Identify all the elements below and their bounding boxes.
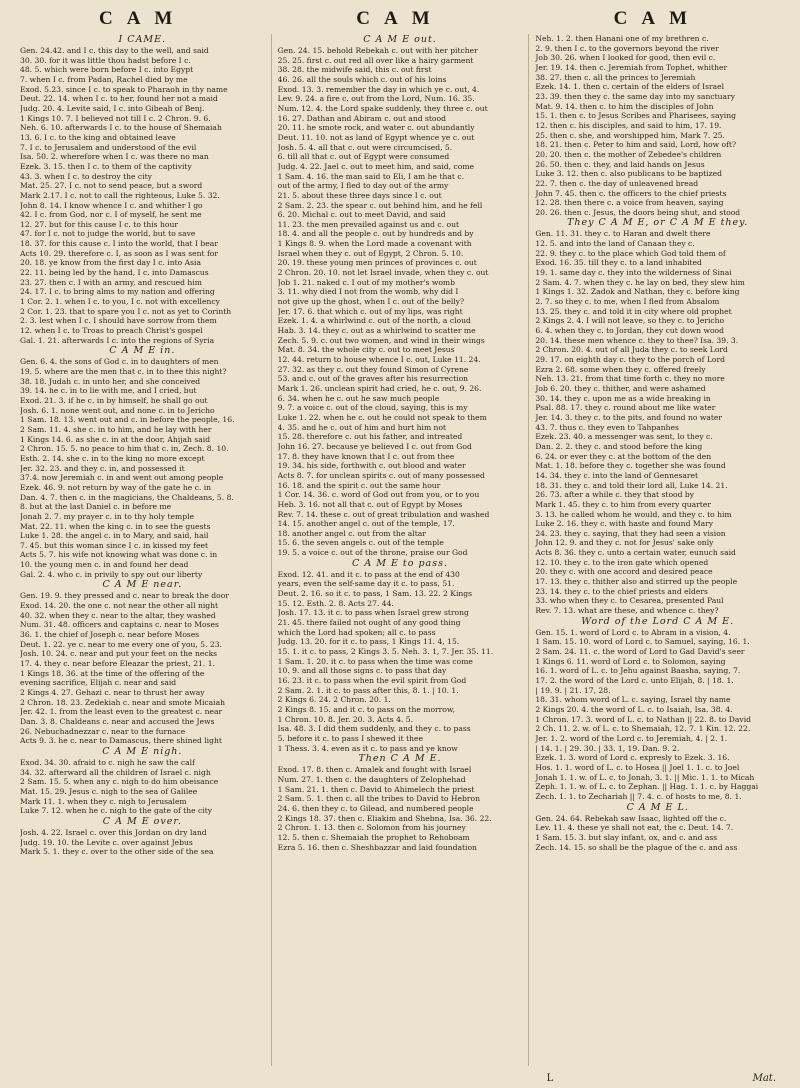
concordance-entry: 3. 11. why died I not from the womb, why did I xyxy=(277,287,459,297)
concordance-entry: 12. 10. they c. to the iron gate which opened xyxy=(535,557,709,567)
concordance-entry: Ezra 5. 16. then c. Sheshbazzar and laid foundation xyxy=(277,842,477,852)
concordance-entry: 16. 18. and the spirit c. out the same hour xyxy=(277,480,441,490)
concordance-entry: 20. they c. with one accord and desired peace xyxy=(535,567,713,577)
concordance-entry: Jonah 2. 7. my prayer c. in to thy holy temple xyxy=(20,511,195,521)
concordance-entry: 15. 28. therefore c. out his father, and intreated xyxy=(277,432,463,442)
concordance-entry: Isa. 50. 2. wherefore when I c. was there no man xyxy=(20,152,209,162)
concordance-entry: 23. 27. then c. I with an army, and rescued him xyxy=(20,277,202,287)
concordance-entry: Josh. 5. 4. all that c. out were circumcised, 5. xyxy=(277,142,453,152)
concordance-entry: out of the army, I fled to day out of the army xyxy=(277,181,449,191)
concordance-entry: 12. then c. his disciples, and said to him, 17. 19. xyxy=(535,120,722,130)
concordance-entry: 1 Kings 6. 11. word of Lord c. to Solomon, saying xyxy=(535,656,726,666)
concordance-entry: Ezek. 1. 4. a whirlwind c. out of the north, a cloud xyxy=(277,316,471,326)
concordance-entry: Mark 5. 1. they c. over to the other side of the sea xyxy=(20,847,214,857)
section-heading: C A M E near. xyxy=(102,579,183,591)
concordance-entry: Gen. 24. 15. behold Rebekah c. out with her pitcher xyxy=(277,46,478,55)
concordance-entry: Josh. 6. 1. none went out, and none c. in to Jericho xyxy=(20,405,215,415)
concordance-entry: Jer. 32. 23. and they c. in, and possessed it xyxy=(20,463,185,473)
concordance-entry: Luke 7. 12. when he c. nigh to the gate of the city xyxy=(20,806,213,816)
concordance-entry: 46. 26. all the souls which c. out of his loins xyxy=(277,74,447,84)
concordance-entry: 26. 73. after a while c. they that stood by xyxy=(535,490,695,500)
concordance-entry: 11. 23. the men prevailed against us and c. out xyxy=(277,219,460,229)
concordance-entry: 22. 7. then c. the day of unleavened bread xyxy=(535,178,699,188)
concordance-entry: Luke 3. 12. then c. also publicans to be baptized xyxy=(535,169,722,179)
concordance-entry: 1 Sam. 15. 10. word of Lord c. to Samuel, saying, 16. 1. xyxy=(535,637,750,647)
concordance-entry: Jer. 19. 14. then c. Jeremiah from Tophet, whither xyxy=(535,62,728,72)
concordance-entry: 2 Sam. 15. 5. when any c. nigh to do him obeisance xyxy=(20,777,219,787)
concordance-entry: Esth. 2. 14. she c. in to the king no more except xyxy=(20,453,205,463)
concordance-entry: 17. 4. they c. near before Eleazar the priest, 21. 1. xyxy=(20,659,215,669)
concordance-entry: | 14. 1. | 29. 30. | 33. 1, 19. Dan. 9. 2. xyxy=(535,743,680,753)
concordance-entry: 5. before it c. to pass I shewed it thee xyxy=(277,733,424,743)
concordance-entry: Acts 10. 29. therefore c. I, as soon as I was sent for xyxy=(20,248,219,258)
concordance-entry: Hos. 1. 1. word of L. c. to Hosea || Joel 1. 1. c. to Joel xyxy=(535,762,740,772)
concordance-entry: Acts 5. 7. his wife not knowing what was done c. in xyxy=(20,550,218,560)
concordance-entry: Neh. 6. 10. afterwards I c. to the house of Shemaiah xyxy=(20,123,222,133)
concordance-entry: 2 Sam. 4. 7. when they c. he lay on bed, they slew him xyxy=(535,277,745,287)
catchword: Mat. xyxy=(752,1073,776,1084)
concordance-entry: Zeph. 1. 1. w. of L. c. to Zephan. || Hag. 1. 1. c. by Haggai xyxy=(535,782,759,792)
concordance-entry: Gen. 11. 31. they c. to Haran and dwelt there xyxy=(535,229,711,239)
concordance-entry: 21. 5. about these three days since I c. out xyxy=(277,190,442,200)
concordance-entry: Gen. 6. 4. the sons of God c. in to daughters of men xyxy=(20,357,219,367)
concordance-entry: Exod. 5.23. since I c. to speak to Pharaoh in thy name xyxy=(20,84,228,94)
concordance-entry: 25. then c. she, and worshipped him, Mark 7. 25. xyxy=(535,130,725,140)
concordance-entry: Num. 31. 48. officers and captains c. near to Moses xyxy=(20,620,219,630)
concordance-entry: 18. 37. for this cause c. I into the world, that I bear xyxy=(20,239,218,249)
concordance-entry: 18. 31. whom word of L. c. saying, Israel thy name xyxy=(535,695,731,705)
concordance-entry: 47. for I c. not to judge the world, but to save xyxy=(20,229,196,239)
concordance-entry: Luke 1. 22. when he c. out he could not speak to them xyxy=(277,412,487,422)
concordance-entry: Num. 27. 1. then c. the daughters of Zelophehad xyxy=(277,774,466,784)
concordance-entry: 27. 32. as they c. out they found Simon of Cyrene xyxy=(277,364,469,374)
concordance-entry: 24. 23. they c. saying, that they had seen a vision xyxy=(535,528,726,538)
concordance-entry: 9. 7. a voice c. out of the cloud, saying, this is my xyxy=(277,403,468,413)
concordance-entry: Judg. 13. 20. for it c. to pass, 1 Kings 11. 4, 15. xyxy=(277,637,460,647)
concordance-entry: 2 Sam. 24. 11. c. the word of Lord to Gad David's seer xyxy=(535,647,745,657)
concordance-entry: Ezek. 14. 1. then c. certain of the elders of Israel xyxy=(535,82,725,92)
concordance-entry: 7. 45. but this woman since I c. in kissed my feet xyxy=(20,540,209,550)
concordance-entry: Mat. 15. 29. Jesus c. nigh to the sea of Galilee xyxy=(20,786,198,796)
concordance-entry: Deut. 2. 16. so it c. to pass, 1 Sam. 13. 22. 2 Kings xyxy=(277,589,473,599)
concordance-entry: 2 Cor. 1. 23. that to spare you I c. not as yet to Corinth xyxy=(20,306,232,316)
concordance-entry: 7. I c. to Jerusalem and understood of the evil xyxy=(20,142,197,152)
concordance-entry: 30. 14. they c. upon me as a wide breaking in xyxy=(535,393,711,403)
concordance-entry: 13. 25. they c. and told it in city where old prophet xyxy=(535,306,732,316)
concordance-entry: Exod. 21. 3. if he c. in by himself, he shall go out xyxy=(20,395,208,405)
section-heading: C A M E nigh. xyxy=(102,745,183,757)
concordance-entry: 2 Kings 8. 15. and it c. to pass on the morrow, xyxy=(277,704,455,714)
section-heading: Then C A M E. xyxy=(358,753,442,765)
concordance-entry: John 16. 27. because ye believed I c. out from God xyxy=(277,441,472,451)
concordance-entry: Israel when they c. out of Egypt, 2 Chron. 5. 10. xyxy=(277,248,464,258)
concordance-entry: 12. 28. then there c. a voice from heaven, saying xyxy=(535,198,724,208)
concordance-entry: 7. when I c. from Padan, Rachel died by me xyxy=(20,74,188,84)
concordance-entry: 1 Cor. 14. 36. c. word of God out from you, or to you xyxy=(277,490,480,500)
concordance-entry: 18. 31. they c. and told their lord all, Luke 14. 21. xyxy=(535,480,728,490)
section-heading: C A M E over. xyxy=(102,815,182,827)
concordance-entry: 38. 28. the midwife said, this c. out first xyxy=(277,65,432,75)
concordance-entry: Deut. 11. 10. not as land of Egypt whence ye c. out xyxy=(277,132,475,142)
concordance-entry: 1 Sam. 21. 1. then c. David to Ahimelech the priest xyxy=(277,784,475,794)
concordance-entry: 1 Thess. 3. 4. even as it c. to pass and ye know xyxy=(277,743,458,753)
concordance-entry: Psal. 88. 17. they c. round about me like water xyxy=(535,403,716,413)
concordance-entry: not give up the ghost, when I c. out of the belly? xyxy=(277,297,465,307)
concordance-entry: Dan. 2. 2. they c. and stood before the king xyxy=(535,441,703,451)
concordance-entry: 36. 1. the chief of Joseph c. near before Moses xyxy=(20,630,200,640)
concordance-entry: Exod. 13. 3. remember the day in which ye c. out, 4. xyxy=(277,84,480,94)
section-heading: They C A M E, or C A M E they. xyxy=(567,217,749,229)
page-footer xyxy=(0,1073,800,1084)
concordance-entry: 2 Kings 18. 37. then c. Eliakim and Shebna, Isa. 36. 22. xyxy=(277,813,492,823)
concordance-entry: 14. 34. they c. into the land of Gennesaret xyxy=(535,470,699,480)
concordance-entry: 19. 1. same day c. they into the wilderness of Sinai xyxy=(535,268,732,278)
concordance-entry: 30. 30. for it was little thou hadst before I c. xyxy=(20,55,191,65)
concordance-entry: 22. 11. being led by the hand, I c. into Damascus xyxy=(20,268,209,278)
concordance-entry: Hab. 3. 14. they c. out as a whirlwind to scatter me xyxy=(277,326,476,336)
concordance-entry: Gen. 24.42. and I c. this day to the well, and said xyxy=(20,46,209,55)
concordance-entry: Jer. 17. 6. that which c. out of my lips, was right xyxy=(277,306,463,316)
concordance-entry: 2 Sam. 2. 1. it c. to pass after this, 8. 1. | 10. 1. xyxy=(277,685,459,695)
concordance-entry: 18. 4. and all the people c. out by hundreds and by xyxy=(277,229,474,239)
concordance-entry: Dan. 4. 7. then c. in the magicians, the Chaldeans, 5. 8. xyxy=(20,492,234,502)
concordance-entry: Zech. 1. 1. to Zechariah || 7. 4. c. of hosts to me, 8. 1. xyxy=(535,791,742,801)
concordance-entry: 1 Kings 10. 7. I believed not till I c. 2 Chron. 9. 6. xyxy=(20,113,211,123)
concordance-entry: 12. 27. but for this cause I c. to this hour xyxy=(20,219,178,229)
concordance-entry: Gal. 2. 4. who c. in privily to spy out our liberty xyxy=(20,569,203,579)
concordance-entry: Gen. 24. 64. Rebekah saw Isaac, lighted off the c. xyxy=(535,813,727,823)
concordance-entry: 15. 1. then c. to Jesus Scribes and Pharisees, saying xyxy=(535,111,736,121)
concordance-entry: Neh. 1. 2. then Hanani one of my brethren c. xyxy=(535,34,709,43)
concordance-entry: 2 Chron. 20. 4. out of all Juda they c. to seek Lord xyxy=(535,345,728,355)
concordance-entry: 22. 9. they c. to the place which God told them of xyxy=(535,248,726,258)
concordance-entry: 1 Chron. 10. 8. Jer. 20. 3. Acts 4. 5. xyxy=(277,714,414,724)
concordance-entry: 17. 2. the word of the Lord c. unto Elijah, 8. | 18. 1. xyxy=(535,676,734,685)
concordance-entry: 15. 12. Esth. 2. 8. Acts 27. 44. xyxy=(277,598,394,608)
concordance-entry: Ezek. 23. 40. a messenger was sent, lo they c. xyxy=(535,432,713,442)
concordance-entry: 12. 5. and into the land of Canaan they c. xyxy=(535,239,695,249)
concordance-entry: 1 Kings 18. 36. at the time of the offering of the xyxy=(20,668,205,678)
concordance-entry: 6. 20. Michal c. out to meet David, and said xyxy=(277,210,446,220)
concordance-entry: 20. 26. then c. Jesus, the doors being shut, and stood xyxy=(535,207,741,217)
concordance-entry: 20. 20. then c. the mother of Zebedee's children xyxy=(535,149,722,159)
concordance-entry: Neh. 13. 21. from that time forth c. they no more xyxy=(535,374,725,384)
concordance-entry: 1 Kings 8. 9. when the Lord made a covenant with xyxy=(277,239,472,249)
concordance-entry: Job 30. 26. when I looked for good, then evil c. xyxy=(535,53,716,63)
concordance-entry: Luke 1. 28. the angel c. in to Mary, and said, hail xyxy=(20,531,209,541)
concordance-entry: 8. but at the last Daniel c. in before me xyxy=(20,502,172,512)
concordance-entry: 13. 6. I c. to the king and obtained leave xyxy=(20,132,176,142)
concordance-entry: Rev. 7. 14. these c. out of great tribulation and washed xyxy=(277,509,490,519)
concordance-entry: 2 Ch. 11. 2. w. of L. c. to Shemaiah, 12. 7. 1 Kin. 12. 22. xyxy=(535,724,751,734)
concordance-entry: 38. 27. then c. all the princes to Jeremiah xyxy=(535,72,696,82)
concordance-entry: 2 Kings 4. 27. Gehazi c. near to thrust her away xyxy=(20,688,205,697)
concordance-entry: Jer. 14. 3. they c. to the pits, and found no water xyxy=(535,412,723,422)
concordance-entry: Acts 9. 3. he c. near to Damascus, there shined light xyxy=(20,736,222,746)
concordance-entry: 4. 35. and he c. out of him and hurt him not xyxy=(277,422,447,432)
concordance-entry: 2 Sam. 11. 4. she c. in to him, and he lay with her xyxy=(20,424,212,434)
section-heading: C A M E to pass. xyxy=(352,557,448,569)
concordance-entry: 17. 13. they c. thither also and stirred up the people xyxy=(535,577,738,587)
concordance-entry: 3. 13. he called whom he would, and they c. to him xyxy=(535,509,732,519)
concordance-entry: 24. 17. I c. to bring alms to my nation and offering xyxy=(20,287,215,297)
concordance-entry: Gal. 1. 21. afterwards I c. into the regions of Syria xyxy=(20,335,215,345)
concordance-entry: 10. 9. and all those signs c. to pass that day xyxy=(277,666,447,676)
concordance-entry: 2 Chron. 18. 23. Zedekiah c. near and smote Micaiah xyxy=(20,697,226,707)
concordance-entry: Job 1. 21. naked c. I out of my mother's womb xyxy=(277,277,455,287)
concordance-entry: John 7. 45. then c. the officers to the chief priests xyxy=(535,188,727,198)
concordance-entry: Isa. 48. 3. I did them suddenly, and they c. to pass xyxy=(277,724,471,734)
concordance-entry: 48. 5. which were born before I c. into Egypt xyxy=(20,65,194,75)
concordance-entry: 12. 44. return to house whence I c. out, Luke 11. 24. xyxy=(277,355,481,364)
concordance-entry: Exod. 12. 41. and it c. to pass at the end of 430 xyxy=(277,569,460,579)
section-heading: Word of the Lord C A M E. xyxy=(581,615,735,627)
concordance-entry: 2 Kings 20. 4. the word of L. c. to Isaiah, Isa. 38. 4. xyxy=(535,704,733,714)
concordance-entry: 42. I c. from God, nor c. I of myself, he sent me xyxy=(20,210,202,220)
concordance-entry: 53. and c. out of the graves after his resurrection xyxy=(277,374,469,384)
concordance-entry: Judg. 20. 4. Levite said, I c. into Gibeah of Benj. xyxy=(20,103,205,113)
concordance-entry: 1 Sam. 18. 13. went out and c. in before the people, 16. xyxy=(20,415,235,425)
concordance-entry: 26. Nebuchadnezzar c. near to the furnace xyxy=(20,726,186,736)
concordance-entry: 2 Chron. 15. 5. no peace to him that c. in, Zech. 8. 10. xyxy=(20,444,229,454)
concordance-entry: 2 Sam. 5. 1. then c. all the tribes to David to Hebron xyxy=(277,794,480,804)
concordance-entry: Gen. 15. 1. word of Lord c. to Abram in a vision, 4. xyxy=(535,627,731,637)
running-header-right: CAM xyxy=(613,8,702,29)
concordance-entry: 1 Sam. 4. 16. the man said to Eli, I am he that c. xyxy=(277,171,465,181)
concordance-entry: 23. 14. they c. to the chief priests and elders xyxy=(535,586,708,596)
column-right xyxy=(528,34,786,1066)
concordance-entry: Exod. 14. 20. the one c. not near the other all night xyxy=(20,601,219,611)
concordance-entry: 6. 4. when they c. to Jordan, they cut down wood xyxy=(535,326,724,336)
concordance-entry: 6. till all that c. out of Egypt were consumed xyxy=(277,152,450,162)
concordance-entry: Acts 8. 36. they c. unto a certain water, eunuch said xyxy=(535,548,736,558)
concordance-entry: 25. 25. first c. out red all over like a hairy garment xyxy=(277,55,474,65)
concordance-entry: 18. 21. then c. Peter to him and said, Lord, how oft? xyxy=(535,140,737,150)
concordance-entry: 2. 9. then I c. to the governors beyond the river xyxy=(535,43,719,53)
concordance-entry: Acts 8. 7. for unclean spirits c. out of many possessed xyxy=(277,470,485,480)
concordance-entry: 34. 32. afterward all the children of Israel c. nigh xyxy=(20,767,211,777)
concordance-entry: 1 Kings 1. 32. Zadok and Nathan, they c. before king xyxy=(535,287,740,297)
concordance-entry: 15. 1. it c. to pass, 2 Kings 3. 5. Neh. 3. 1, 7. Jer. 35. 11. xyxy=(277,647,494,657)
concordance-entry: 1 Kings 14. 6. as she c. in at the door, Ahijah said xyxy=(20,434,211,444)
concordance-entry: Mark 2.17. I c. not to call the righteous, Luke 5. 32. xyxy=(20,190,220,200)
concordance-entry: Luke 2. 16. they c. with haste and found Mary xyxy=(535,519,714,529)
column-left xyxy=(14,34,271,1066)
concordance-entry: 16. 27. Dathan and Abiram c. out and stood xyxy=(277,113,446,123)
signature-mark: L xyxy=(546,1073,554,1084)
concordance-entry: Zech. 5. 9. c. out two women, and wind in their wings xyxy=(277,335,485,345)
concordance-entry: 2 Chron. 1. 13. then c. Solomon from his journey xyxy=(277,823,466,833)
concordance-entry: 1 Sam. 15. 3. but slay infant, ox, and c. and ass xyxy=(535,832,718,842)
concordance-entry: 43. 7. thus c. they even to Tahpanhes xyxy=(535,422,679,432)
concordance-entry: Jer. 42. 1. from the least even to the greatest c. near xyxy=(20,707,223,717)
concordance-entry: 37.4. now Jeremiah c. in and went out among people xyxy=(20,473,224,483)
running-headers xyxy=(14,8,786,34)
concordance-entry: Exod. 17. 8. then c. Amalek and fought with Israel xyxy=(277,765,472,775)
section-heading: I CAME. xyxy=(118,34,167,45)
concordance-entry: 19. 5. where are the men that c. in to thee this night? xyxy=(20,367,227,376)
concordance-entry: years, even the self-same day it c. to pass, 51. xyxy=(277,579,455,589)
concordance-entry: | 19. 9. | 21. 17, 28. xyxy=(535,685,611,695)
concordance-entry: 2 Kings 6. 24. 2 Chron. 20. 1. xyxy=(277,695,391,705)
concordance-entry: evening sacrifice, Elijah c. near and said xyxy=(20,678,177,688)
concordance-entry: John 12. 9. and they c. not for Jesus' sake only xyxy=(535,538,714,548)
concordance-entry: 12. when I c. to Troas to preach Christ's gospel xyxy=(20,326,203,336)
concordance-entry: Mark 1. 26. unclean spirit had cried, he c. out, 9. 26. xyxy=(277,383,482,393)
concordance-entry: 20. 14. these men whence c. they to thee? Isa. 39. 3. xyxy=(535,335,739,345)
concordance-entry: Gen. 19. 9. they pressed and c. near to break the door xyxy=(20,591,229,601)
concordance-entry: Josh. 4. 22. Israel c. over this Jordan on dry land xyxy=(20,827,207,837)
concordance-entry: 15. 6. the seven angels c. out of the temple xyxy=(277,538,444,548)
concordance-entry: Mat. 25. 27. I c. not to send peace, but a sword xyxy=(20,181,203,191)
concordance-entry: 39. 14. he c. in to lie with me, and I cried, but xyxy=(20,386,197,396)
concordance-entry: Job 6. 20. they c. thither, and were ashamed xyxy=(535,383,706,393)
concordance-entry: Jonah 1. 1. w. of L. c. to Jonah, 3. 1. || Mic. 1. 1. to Micah xyxy=(535,772,755,782)
concordance-entry: 16. 23. it c. to pass when the evil spirit from God xyxy=(277,676,467,685)
concordance-entry: Lev. 9. 24. a fire c. out from the Lord, Num. 16. 35. xyxy=(277,94,475,104)
running-header-left: CAM xyxy=(98,8,187,29)
concordance-entry: 24. 6. then they c. to Gilead, and numbered people xyxy=(277,803,474,813)
concordance-entry: 14. 15. another angel c. out of the temple, 17. xyxy=(277,519,455,529)
concordance-entry: John 8. 14. I know whence I c. and whither I go xyxy=(20,200,203,210)
concordance-entry: 33. who when they c. to Cesarea, presented Paul xyxy=(535,596,724,606)
concordance-entry: Jer. 1. 2. word of the Lord c. to Jeremiah, 4. | 2. 1. xyxy=(535,733,728,743)
concordance-entry: Josh. 17. 13. it c. to pass when Israel grew strong xyxy=(277,608,469,618)
concordance-entry: 19. 5. a voice c. out of the throne, praise our God xyxy=(277,548,468,558)
concordance-entry: Rev. 7. 13. what are these, and whence c. they? xyxy=(535,606,719,616)
section-heading: C A M E out. xyxy=(363,34,437,45)
concordance-entry: 2 Chron. 20. 10. not let Israel invade, when they c. out xyxy=(277,268,489,278)
concordance-entry: Mat. 9. 14. then c. to him the disciples of John xyxy=(535,101,714,111)
concordance-entry: Judg. 4. 22. Jael c. out to meet him, and said, come xyxy=(277,161,475,171)
concordance-entry: 2 Kings 2. 4. I will not leave, so they c. to Jericho xyxy=(535,316,725,326)
concordance-entry: 6. 34. when he c. out he saw much people xyxy=(277,393,440,403)
concordance-entry: 38. 18. Judah c. in unto her, and she conceived xyxy=(20,376,201,386)
concordance-entry: 40. 32. when they c. near to the altar, they washed xyxy=(20,610,216,620)
section-heading: C A M E L. xyxy=(626,801,689,813)
concordance-entry: Dan. 3. 8. Chaldeans c. near and accused the Jews xyxy=(20,716,215,726)
concordance-entry: 10. the young men c. in and found her dead xyxy=(20,560,189,570)
concordance-entry: Lev. 11. 4. these ye shall not eat, the c. Deut. 14. 7. xyxy=(535,823,734,833)
concordance-entry: Heb. 3. 16. not all that c. out of Egypt by Moses xyxy=(277,499,463,509)
concordance-entry: 2 Sam. 2. 23. the spear c. out behind him, and he fell xyxy=(277,200,483,210)
concordance-entry: Num. 12. 4. the Lord spake suddenly, they three c. out xyxy=(277,103,488,113)
running-header-center: CAM xyxy=(356,8,444,29)
concordance-entry: Mat. 1. 18. before they c. together she was found xyxy=(535,461,726,471)
concordance-entry: 23. 39. then they c. the same day into my sanctuary xyxy=(535,91,735,101)
concordance-entry: Exod. 34. 30. afraid to c. nigh he saw the calf xyxy=(20,757,195,767)
concordance-entry: 12. 5. then c. Shemaiah the prophet to Rehoboam xyxy=(277,832,470,842)
concordance-entry: Judg. 19. 10. the Levite c. over against Jebus xyxy=(20,837,193,847)
concordance-entry: 20. 11. he smote rock, and water c. out abundantly xyxy=(277,123,475,133)
section-heading: C A M E in. xyxy=(109,345,176,357)
concordance-entry: Mark 1. 45. they c. to him from every quarter xyxy=(535,499,711,509)
concordance-entry: 17. 8. they have known that I c. out from thee xyxy=(277,451,455,461)
concordance-entry: 1 Cor. 2. 1. when I c. to you, I c. not with excellency xyxy=(20,297,220,307)
concordance-entry: Mat. 22. 11. when the king c. in to see the guests xyxy=(20,521,211,531)
concordance-entry: Exod. 16. 35. till they c. to a land inhabited xyxy=(535,258,702,268)
concordance-entry: Zech. 14. 15. so shall be the plague of the c. and ass xyxy=(535,842,738,852)
concordance-entry: 20. 19. these young men princes of provinces c. out xyxy=(277,258,477,268)
concordance-entry: 21. 45. there failed not ought of any good thing xyxy=(277,618,461,628)
concordance-entry: Ezek. 46. 9. not return by way of the gate he c. in xyxy=(20,482,212,492)
concordance-entry: 16. 1. word of L. c. to Jehu against Baasha, saying, 7. xyxy=(535,666,741,676)
concordance-entry: 2. 3. lest when I c. I should have sorrow from them xyxy=(20,316,217,326)
concordance-entry: Ezra 2. 68. some when they c. offered freely xyxy=(535,364,706,374)
concordance-entry: Ezek. 1. 3. word of Lord c. expresly to Ezek. 3. 16. xyxy=(535,753,730,763)
concordance-entry: Mark 11. 1. when they c. nigh to Jerusalem xyxy=(20,796,187,806)
concordance-entry: Mat. 8. 34. the whole city c. out to meet Jesus xyxy=(277,345,455,355)
text-columns xyxy=(14,34,786,1066)
concordance-entry: Deut. 1. 22. ye c. near to me every one of you, 5. 23. xyxy=(20,639,222,649)
concordance-entry: 29. 17. on eighth day c. they to the porch of Lord xyxy=(535,355,725,364)
concordance-entry: 1 Sam. 1. 20. it c. to pass when the time was come xyxy=(277,656,473,666)
concordance-entry: which the Lord had spoken; all c. to pass xyxy=(277,627,436,637)
concordance-entry: Ezek. 3. 15. then I c. to them of the captivity xyxy=(20,161,192,171)
concordance-entry: 20. 18. ye know from the first day I c. into Asia xyxy=(20,258,201,268)
concordance-entry: 6. 24. or ever they c. at the bottom of the den xyxy=(535,451,712,461)
concordance-entry: 18. another angel c. out from the altar xyxy=(277,528,426,538)
column-center xyxy=(271,34,529,1066)
concordance-entry: 26. 50. then c. they, and laid hands on Jesus xyxy=(535,159,705,169)
concordance-entry: Josh. 10. 24. c. near and put your feet on the necks xyxy=(20,649,218,659)
concordance-entry: 2. 7. so they c. to me, when I fled from Absalom xyxy=(535,297,720,307)
concordance-entry: 43. 3. when I c. to destroy the city xyxy=(20,171,152,181)
concordance-entry: 1 Chron. 17. 3. word of L. c. to Nathan || 22. 8. to David xyxy=(535,714,751,724)
concordance-entry: 19. 34. his side, forthwith c. out blood and water xyxy=(277,461,466,471)
concordance-entry: Deut. 22. 14. when I c. to her, found her not a maid xyxy=(20,94,218,104)
